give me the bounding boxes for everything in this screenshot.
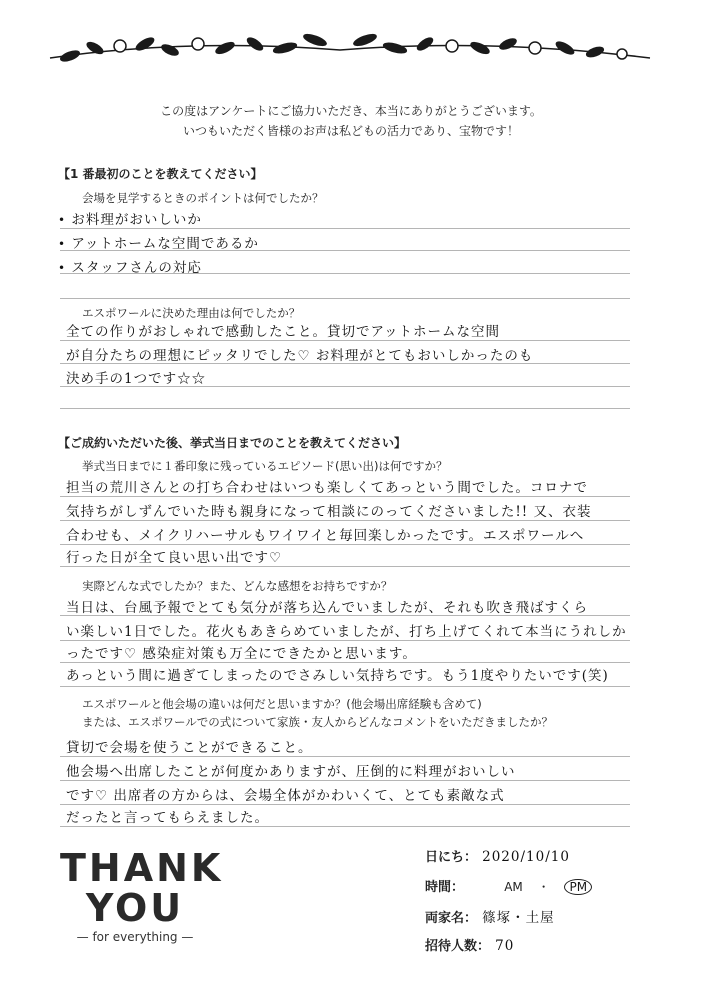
am-option: AM bbox=[504, 880, 523, 894]
floral-garland-decoration bbox=[40, 18, 660, 78]
info-time-row bbox=[425, 876, 592, 895]
answer-line: です♡ 出席者の方からは、会場全体がかわいくて、とても素敵な式 bbox=[66, 788, 505, 804]
answer-line: 行った日が全て良い思い出です♡ bbox=[66, 550, 283, 566]
answer-line: が自分たちの理想にピッタリでした♡ お料理がとてもおいしかったのも bbox=[66, 348, 534, 364]
answer-line: • スタッフさんの対応 bbox=[58, 260, 202, 276]
q-viewing-points: 会場を見学するときのポイントは何でしたか？ bbox=[82, 191, 324, 205]
you-text: YOU bbox=[85, 886, 185, 930]
answer-line: ったです♡ 感染症対策も万全にできたかと思います。 bbox=[66, 646, 417, 662]
answer-line: 気持ちがしずんでいた時も親身になって相談にのってくださいました!! 又、衣装 bbox=[66, 504, 592, 520]
info-family-row bbox=[425, 906, 555, 926]
answer-line: 当日は、台風予報でとても気分が落ち込んでいましたが、それも吹き飛ばすくら bbox=[66, 600, 588, 616]
answer-line: あっという間に過ぎてしまったのでさみしい気持ちです。もう1度やりたいです(笑) bbox=[66, 668, 609, 684]
q-difference-line-2: または、エスポワールでの式について家族・友人からどんなコメントをいただきましたか？ bbox=[82, 715, 554, 729]
date-label: 日にち： bbox=[425, 850, 478, 865]
q-reason-decided: エスポワールに決めた理由は何でしたか？ bbox=[82, 306, 301, 320]
section-2-title: 【ご成約いただいた後、挙式当日までのことを教えてください】 bbox=[58, 436, 407, 450]
intro-line-1: この度はアンケートにご協力いただき、本当にありがとうございます。 bbox=[160, 104, 542, 118]
for-everything-text: — for everything — bbox=[76, 930, 194, 944]
answer-line: 合わせも、メイクリハーサルもワイワイと毎回楽しかったです。エスポワールへ bbox=[66, 528, 585, 544]
answer-line: い楽しい1日でした。花火もあきらめていましたが、打ち上げてくれて本当にうれしか bbox=[66, 624, 627, 640]
answer-line: 担当の荒川さんとの打ち合わせはいつも楽しくてあっという間でした。コロナで bbox=[66, 480, 588, 496]
guests-value: 70 bbox=[495, 938, 515, 954]
answer-line: 決め手の1つです☆☆ bbox=[66, 371, 207, 387]
answer-line: • アットホームな空間であるか bbox=[58, 236, 259, 252]
pm-option-selected: PM bbox=[564, 879, 592, 895]
answer-line: 貸切で会場を使うことができること。 bbox=[66, 740, 313, 756]
info-guests-row bbox=[425, 935, 514, 954]
answer-line: • お料理がおいしいか bbox=[58, 212, 202, 228]
q-ceremony-impressions: 実際どんな式でしたか？また、どんな感想をお持ちですか？ bbox=[82, 579, 393, 593]
thank-you-logo bbox=[60, 846, 224, 944]
info-date-row bbox=[425, 846, 570, 865]
answer-line: だったと言ってもらえました。 bbox=[66, 810, 269, 826]
time-separator: ・ bbox=[537, 880, 550, 894]
family-label: 両家名： bbox=[425, 911, 478, 926]
thank-text: THANK bbox=[60, 846, 224, 890]
q-difference-line-1: エスポワールと他会場の違いは何だと思いますか？(他会場出席経験も含めて) bbox=[82, 697, 482, 711]
time-label: 時間： bbox=[425, 880, 465, 895]
answer-line: 他会場へ出席したことが何度かありますが、圧倒的に料理がおいしい bbox=[66, 764, 516, 780]
date-value: 2020/10/10 bbox=[482, 849, 570, 865]
q-memorable-episode: 挙式当日までに１番印象に残っているエピソード(思い出)は何ですか？ bbox=[82, 459, 448, 473]
guests-label: 招待人数： bbox=[425, 939, 491, 954]
leaf-cluster-left bbox=[59, 32, 327, 63]
section-1-title: 【1 番最初のことを教えてください】 bbox=[58, 167, 263, 181]
intro-line-2: いつもいただく皆様のお声は私どもの活力であり、宝物です！ bbox=[182, 124, 519, 138]
family-value: 篠塚・土屋 bbox=[482, 910, 555, 926]
answer-line: 全ての作りがおしゃれで感動したこと。貸切でアットホームな空間 bbox=[66, 324, 501, 340]
